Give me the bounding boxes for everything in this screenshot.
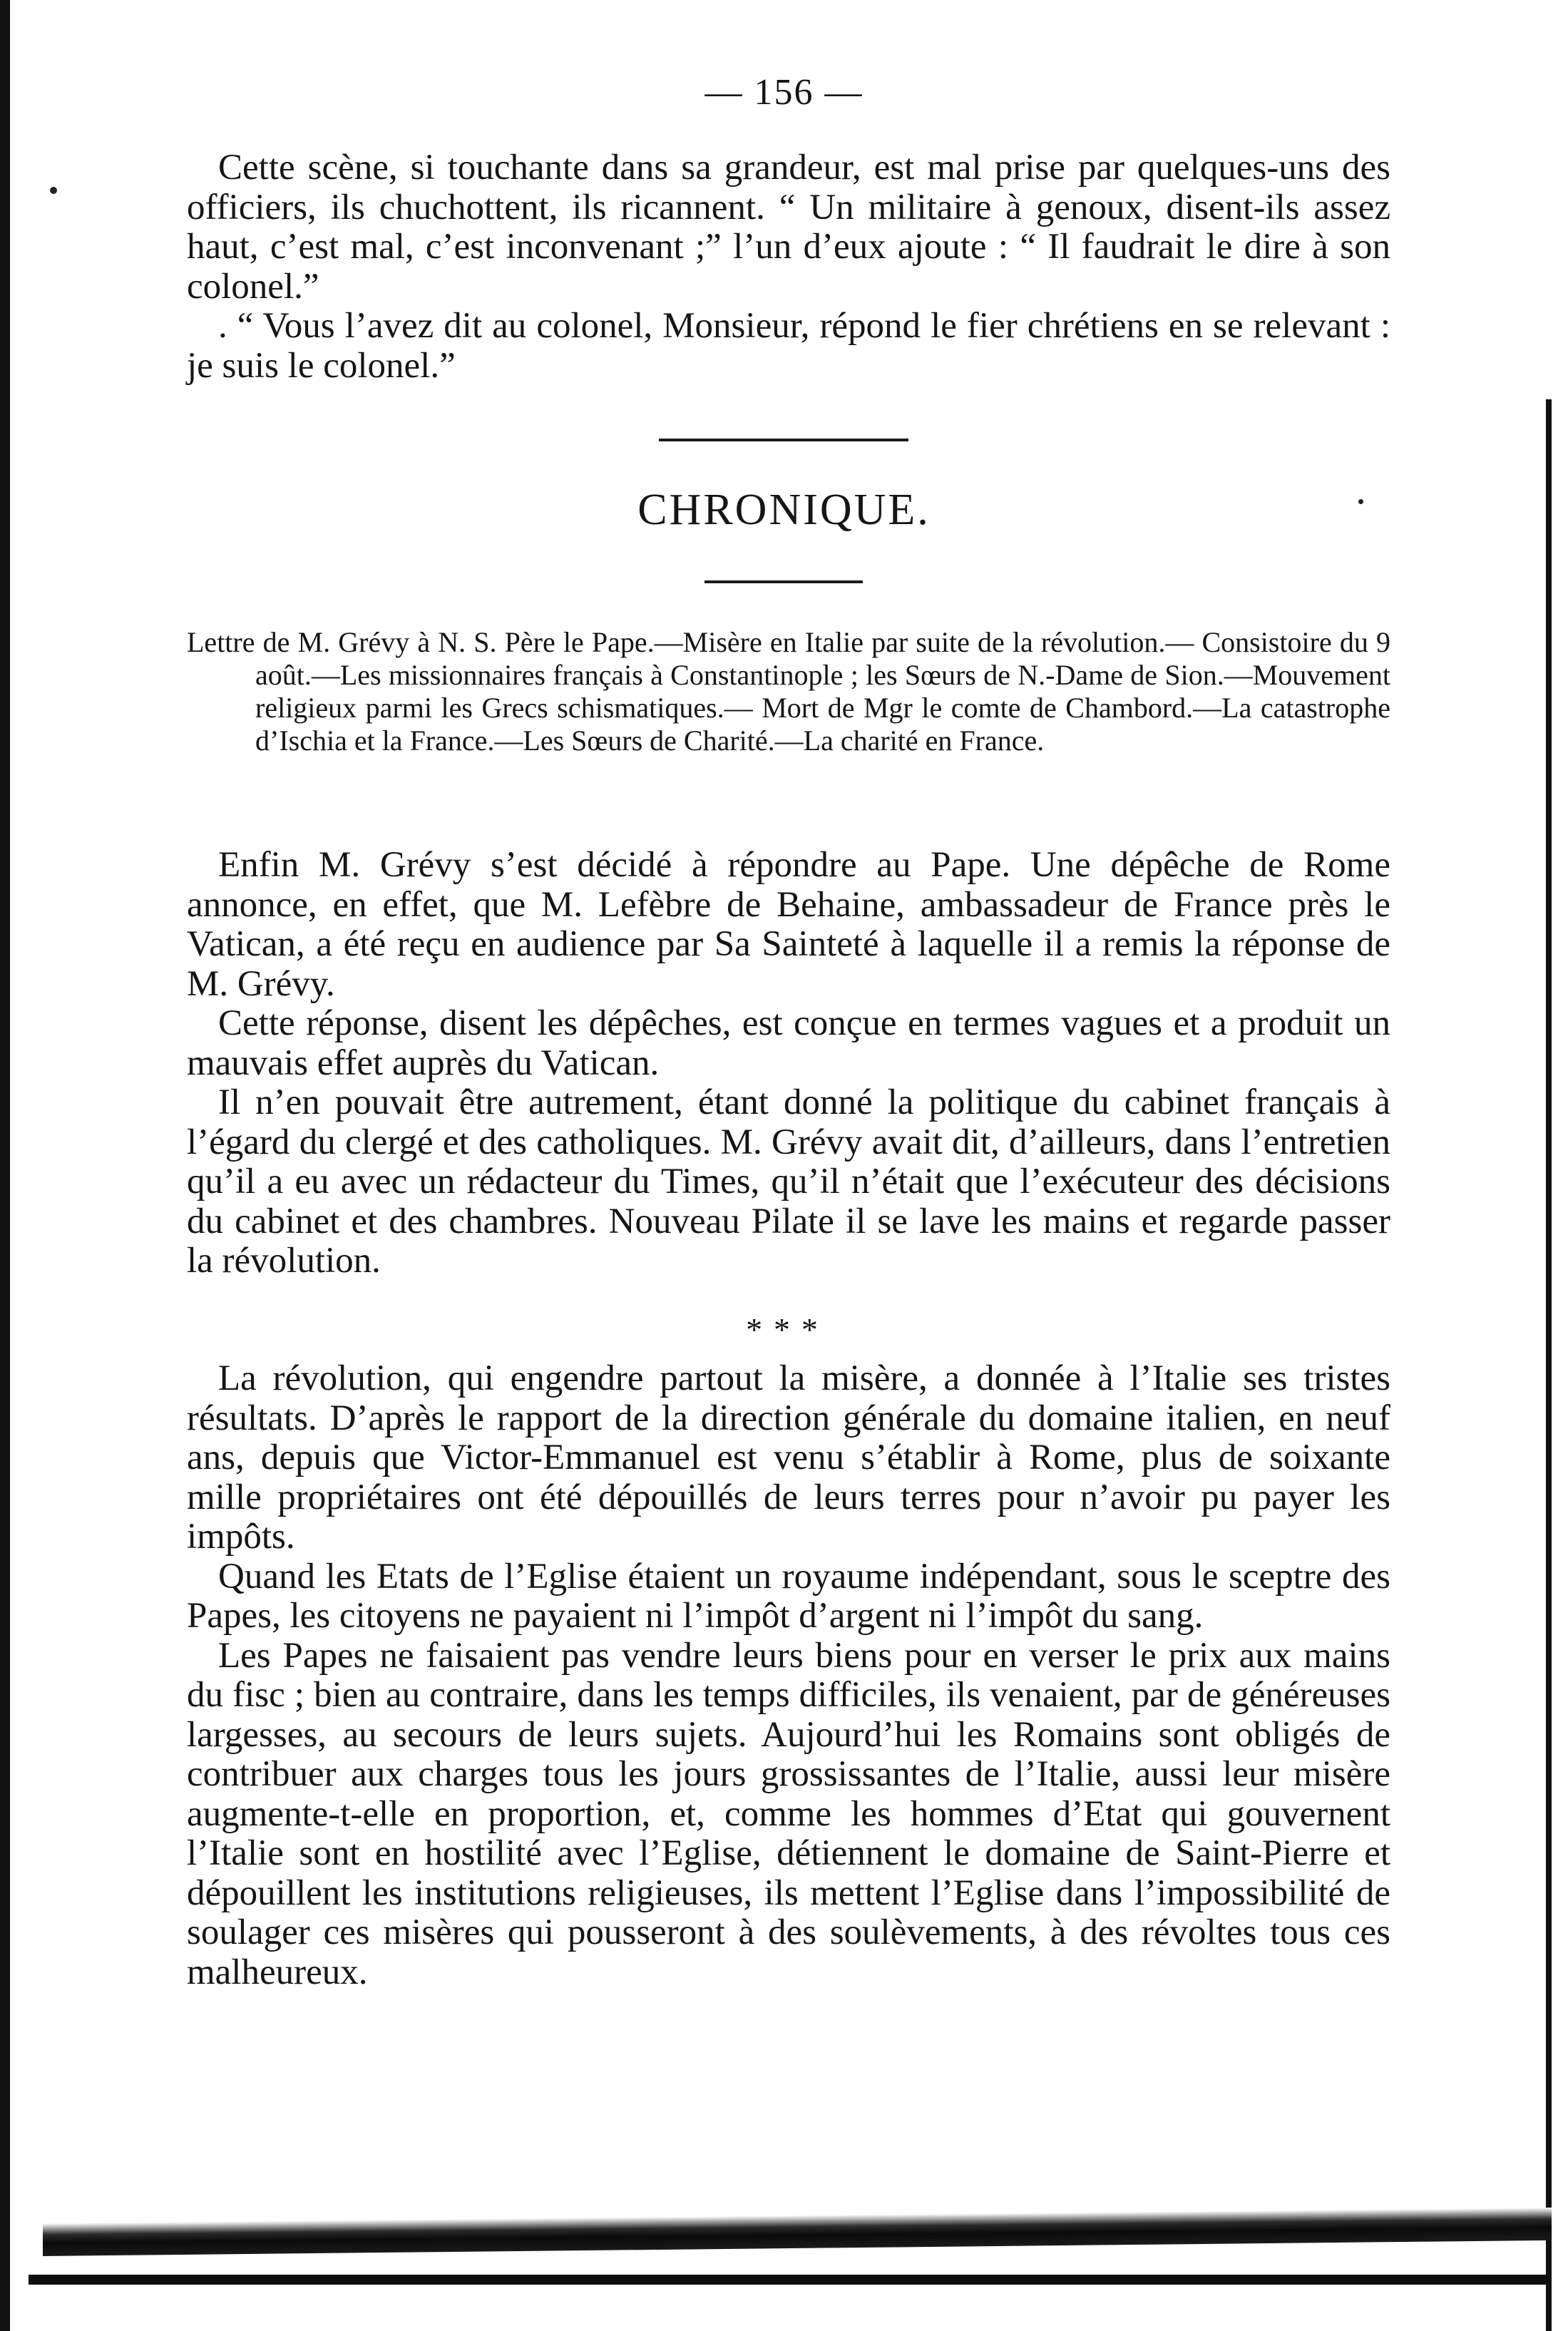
page-number: — 156 — (704, 72, 864, 113)
paragraph: Enfin M. Grévy s’est décidé à répondre au Pape. Une dépêche de Rome annonce, en effet, que M. Lefèbre de Behaine, ambassadeur de France près le Vatican, a été reçu en audience par Sa Sainteté à laquelle il a remis la réponse de M. Grévy. (187, 845, 1390, 1004)
paragraph: . “ Vous l’avez dit au colonel, Monsieur, répond le fier chrétiens en se relevant : je suis le colonel.” (187, 306, 1390, 386)
section-title: CHRONIQUE. (637, 486, 931, 534)
paragraph: Les Papes ne faisaient pas vendre leurs biens pour en verser le prix aux mains du fisc ; bien au contraire, dans les temps difficiles, ils venaient, par de généreuses largesses, au secours de leurs sujets. Aujourd’hui les Romains sont obligés de contribuer aux charges tous les jours grossissantes de l’Italie, aussi leur misère augmente-t-elle en proportion, et, comme les hommes d’Etat qui gouvernent l’Italie sont en hostilité avec l’Eglise, détiennent le domaine de Saint-Pierre et dépouillent les institutions religieuses, ils mettent l’Eglise dans l’impossibilité de soulager ces misères qui pousseront à des soulèvements, à des révoltes tous ces malheureux. (187, 1635, 1390, 1992)
paragraph: Cette réponse, disent les dépêches, est conçue en termes vagues et a produit un mauvais effet auprès du Vatican. (187, 1003, 1390, 1083)
section-summary: Lettre de M. Grévy à N. S. Père le Pape.—Misère en Italie par suite de la révolution.— Consistoire du 9 août.—Les missionnaires français à Constantinople ; les Sœurs de N.-Dame de Sion.—Mouvement religieux parmi les Grecs schismatiques.— Mort de Mgr le comte de Chambord.—La catastrophe d’Ischia et la France.—Les Sœurs de Charité.—La charité en France. (187, 626, 1390, 757)
paragraph: Quand les Etats de l’Eglise étaient un royaume indépendant, sous le sceptre des Papes, les citoyens ne payaient ni l’impôt d’argent ni l’impôt du sang. (187, 1556, 1390, 1636)
intro-text (187, 148, 1390, 386)
title-rule-top (659, 439, 908, 441)
scan-bottom-streak (29, 2275, 1552, 2285)
paragraph: Il n’en pouvait être autrement, étant donné la politique du cabinet français à l’égard du clergé et des catholiques. M. Grévy avait dit, d’ailleurs, dans l’entretien qu’il a eu avec un rédacteur du Times, qu’il n’était que l’exécuteur des décisions du cabinet et des chambres. Nouveau Pilate il se lave les mains et regarde passer la révolution. (187, 1082, 1390, 1281)
paragraph: Cette scène, si touchante dans sa grandeur, est mal prise par quelques-uns des officiers, ils chuchottent, ils ricannent. “ Un militaire à genoux, disent-ils assez haut, c’est mal, c’est inconvenant ;” l’un d’eux ajoute : “ Il faudrait le dire à son colonel.” (187, 148, 1390, 307)
scan-left-edge (0, 0, 10, 2331)
title-rule-bottom (704, 580, 863, 583)
asterism-separator: * * * (746, 1311, 822, 1348)
scan-speck (50, 187, 57, 194)
scan-right-edge (1546, 399, 1552, 2331)
paragraph: La révolution, qui engendre partout la misère, a donnée à l’Italie ses tristes résultats. D’après le rapport de la direction générale du domaine italien, en neuf ans, depuis que Victor-Emmanuel est venu s’établir à Rome, plus de soixante mille propriétaires ont été dépouillés de leurs terres pour n’avoir pu payer les impôts. (187, 1358, 1390, 1557)
revolution-text (187, 1359, 1390, 1992)
chronicle-text (187, 846, 1390, 1281)
scan-bottom-edge (43, 2208, 1552, 2256)
